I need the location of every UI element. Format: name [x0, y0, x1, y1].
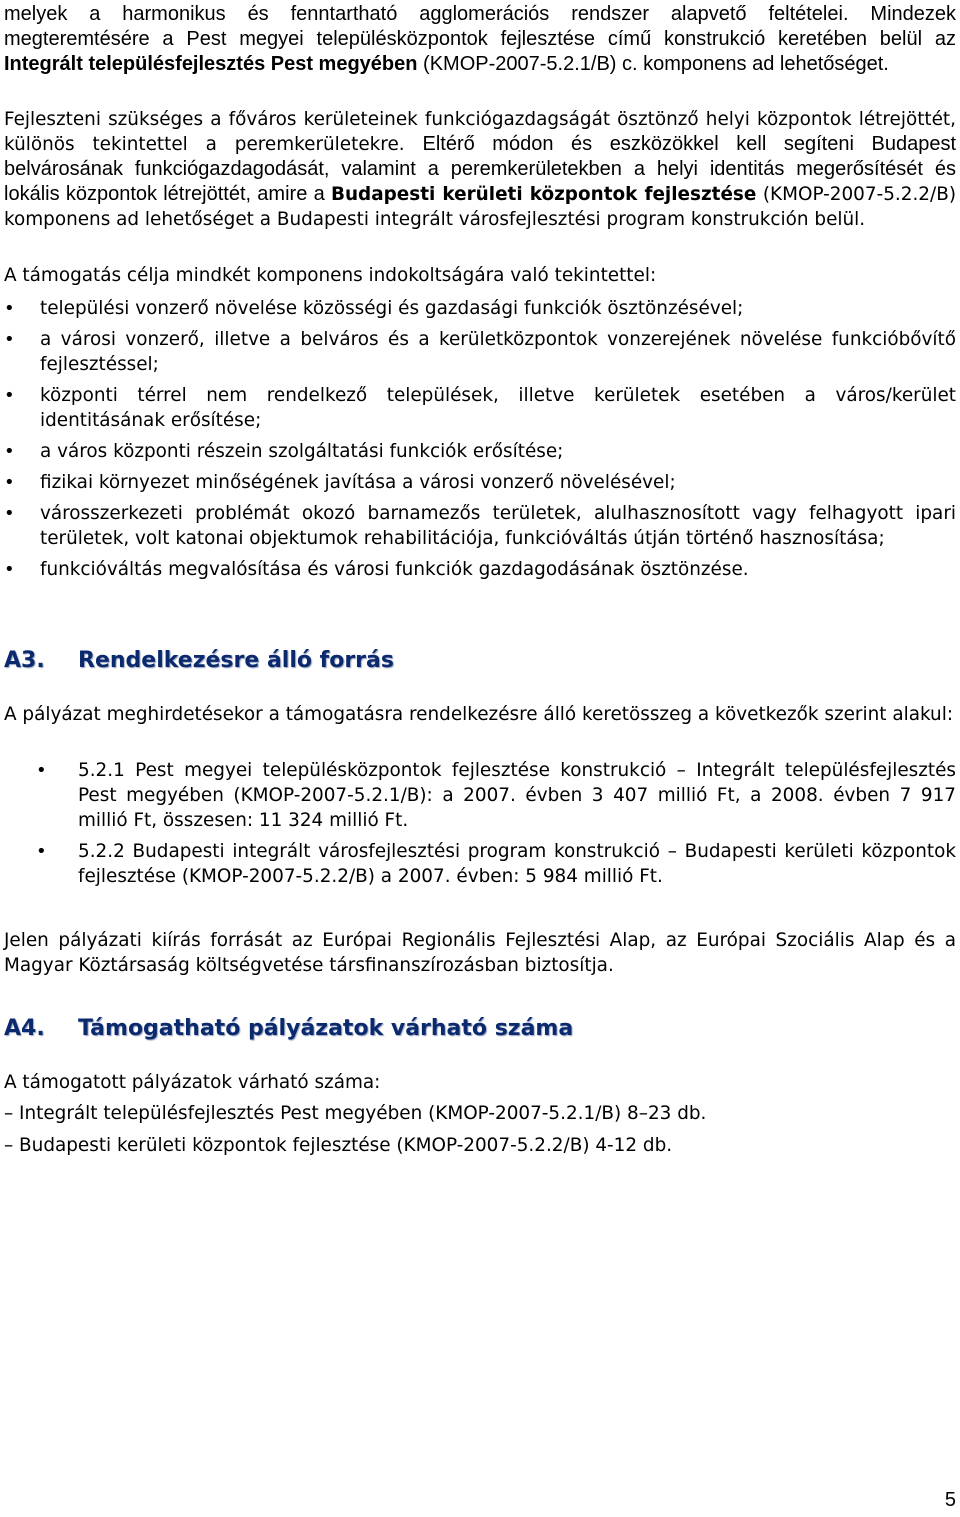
- intro-bold-term: Integrált településfejlesztés Pest megyében: [4, 53, 418, 75]
- funding-item: • 5.2.2 Budapesti integrált városfejlesztési program konstrukció – Budapesti kerületi központok fejlesztése (KMOP-2007-5.2.2/B) a 2007. évben: 5 984 millió Ft.: [4, 839, 956, 889]
- section-number: A3.: [4, 648, 45, 673]
- aim-item: • a városi vonzerő, illetve a belváros és a kerületközpontok vonzerejének növelése funkcióbővítő fejlesztéssel;: [4, 327, 956, 377]
- development-bold-term: Budapesti kerületi központok fejlesztése: [330, 184, 757, 205]
- aim-item: • központi térrel nem rendelkező települések, illetve kerületek esetében a város/kerület identitásának erősítése;: [4, 383, 956, 433]
- a4-intro: A támogatott pályázatok várható száma:: [4, 1072, 381, 1093]
- intro-text: melyek a harmonikus és fenntartható agglomerációs rendszer alapvető feltételei. Mindezek megteremtésére a Pest megyei településközpontok fejlesztése című konstrukció keretében belül az: [4, 3, 956, 50]
- section-title: Támogatható pályázatok várható száma: [78, 1016, 574, 1041]
- section-a4-heading: [4, 1014, 573, 1044]
- count-line: – Budapesti kerületi központok fejlesztése (KMOP-2007-5.2.2/B) 4-12 db.: [4, 1135, 673, 1156]
- section-number: A4.: [4, 1016, 45, 1041]
- aim-item: • települési vonzerő növelése közösségi és gazdasági funkciók ösztönzésével;: [4, 296, 956, 321]
- aim-item: • fizikai környezet minőségének javítása a városi vonzerő növelésével;: [4, 470, 956, 495]
- a3-funding-list: [4, 758, 956, 889]
- a4-count-list: [4, 1101, 956, 1158]
- aim-item: • városszerkezeti problémát okozó barnamezős területek, alulhasznosított vagy felhagyott ipari területek, volt katonai objektumok rehabilitációja, funkcióváltás útján történő hasznosítása;: [4, 501, 956, 551]
- section-a3-heading: [4, 646, 394, 676]
- development-paragraph: [4, 107, 956, 232]
- development-text-end: (KMOP-2007-5.2.2/B) komponens ad lehetőséget a Budapesti integrált városfejlesztési program konstrukción belül.: [4, 184, 956, 230]
- count-line: – Integrált településfejlesztés Pest megyében (KMOP-2007-5.2.1/B) 8–23 db.: [4, 1103, 707, 1124]
- aim-item: • a város központi részein szolgáltatási funkciók erősítése;: [4, 439, 956, 464]
- a3-intro: A pályázat meghirdetésekor a támogatásra rendelkezésre álló keretösszeg a következők szerint alakul:: [4, 704, 954, 725]
- funding-source: Jelen pályázati kiírás forrását az Európai Regionális Fejlesztési Alap, az Európai Szociális Alap és a Magyar Köztársaság költségvetése társfinanszírozásban biztosítja.: [4, 930, 956, 976]
- aim-item: • funkcióváltás megvalósítása és városi funkciók gazdagodásának ösztönzése.: [4, 557, 956, 582]
- development-text-2: Eltérő módon és eszközökkel kell segíteni Budapest belvárosának funkciógazdagodását, valamint a peremkerületekben a helyi identitás megerősítését és lokális központok létrejöttét, amire a: [4, 133, 957, 205]
- aim-intro: A támogatás célja mindkét komponens indokoltságára való tekintettel:: [4, 265, 657, 286]
- funding-item: • 5.2.1 Pest megyei településközpontok fejlesztése konstrukció – Integrált településfejlesztés Pest megyében (KMOP-2007-5.2.1/B): a 2007. évben 3 407 millió Ft, a 2008. évben 7 917 millió Ft, összesen: 11 324 millió Ft.: [4, 758, 956, 833]
- aim-list: [4, 296, 956, 582]
- intro-paragraph: [4, 2, 956, 77]
- section-title: Rendelkezésre álló forrás: [78, 648, 394, 673]
- page-number: 5: [944, 1489, 956, 1511]
- intro-text-end: (KMOP-2007-5.2.1/B) c. komponens ad lehetőséget.: [417, 53, 889, 75]
- development-text: Fejleszteni szükséges a főváros kerületeinek funkciógazdagságát ösztönző helyi központok létrejöttét, különös tekintettel a peremkerületekre.: [4, 109, 956, 155]
